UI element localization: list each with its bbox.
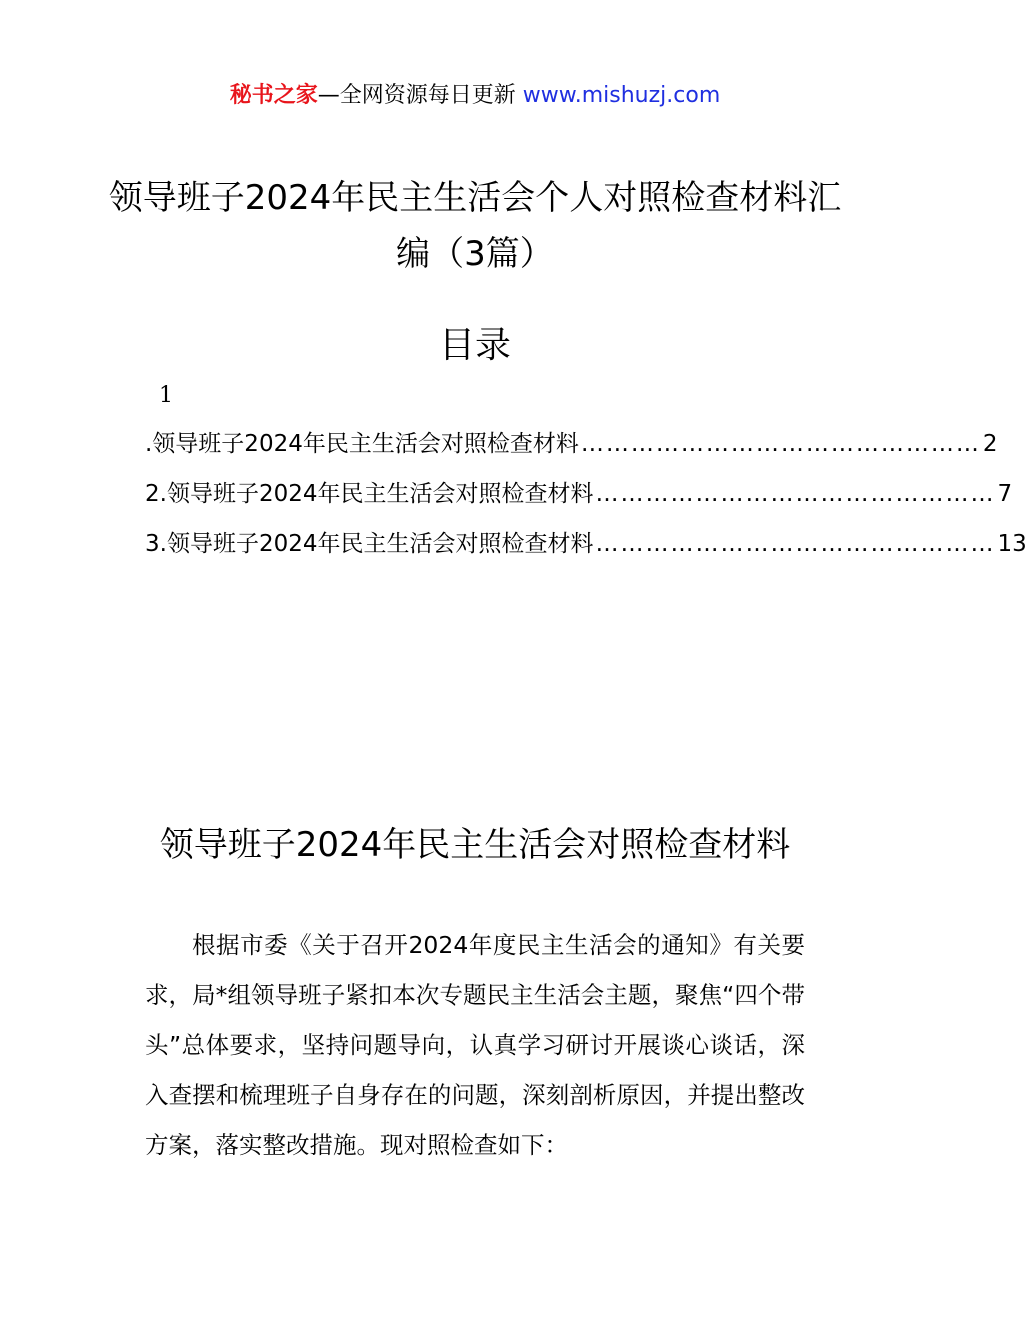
header-tagline: —全网资源每日更新 <box>317 83 516 108</box>
toc-entry-label: 2.领导班子2024年民主生活会对照检查材料 <box>145 481 594 507</box>
body-paragraph: 根据市委《关于召开2024年度民主生活会的通知》有关要求，局*组领导班子紧扣本次专题民主生活会主题，聚焦“四个带头”总体要求，坚持问题导向，认真学习研讨开展谈心谈话，深入查摆和梳理班子自身存在的问题，深刻剖析原因，并提出整改方案，落实整改措施。现对照检查如下： <box>145 931 805 1159</box>
toc-entry[interactable] <box>145 524 1027 564</box>
toc-dot-leader: ………………………………………… <box>595 531 996 557</box>
document-title: 领导班子2024年民主生活会个人对照检查材料汇编（3篇） <box>108 178 842 274</box>
toc-entry[interactable] <box>145 424 998 464</box>
toc-entry-label: .领导班子2024年民主生活会对照检查材料 <box>145 431 579 457</box>
toc-dot-leader: ………………………………………… <box>595 481 996 507</box>
toc-heading: 目录 <box>438 325 511 366</box>
toc-page-number: 7 <box>997 481 1013 507</box>
toc-entry-label: 3.领导班子2024年民主生活会对照检查材料 <box>145 531 594 557</box>
toc-first-number: 1 <box>159 383 173 408</box>
site-url[interactable]: www.mishuzj.com <box>522 83 721 108</box>
brand-name: 秘书之家 <box>229 83 318 108</box>
toc-page-number: 13 <box>997 531 1027 557</box>
toc-page-number: 2 <box>982 431 998 457</box>
toc-dot-leader: ………………………………………… <box>580 431 981 457</box>
site-header <box>0 80 950 112</box>
section-title: 领导班子2024年民主生活会对照检查材料 <box>159 825 791 865</box>
toc-entry[interactable] <box>145 474 1013 514</box>
